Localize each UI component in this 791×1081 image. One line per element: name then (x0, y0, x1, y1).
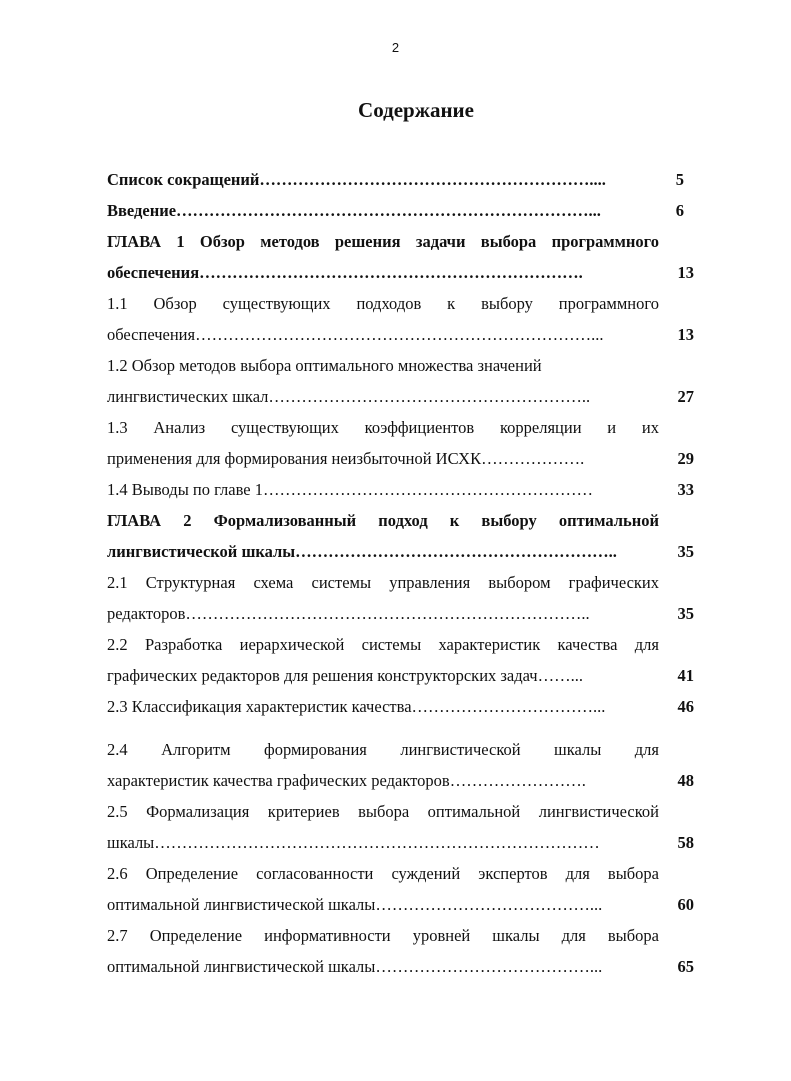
toc-page-number: 27 (677, 387, 694, 406)
toc-entry-1-2-cont: лингвистических шкал………………………………………………….. (107, 387, 591, 406)
toc-title: Содержание (358, 98, 474, 122)
toc-entry-2-7-cont: оптимальной лингвистической шкалы…………………………………... (107, 957, 603, 976)
toc-entry-chapter-1-cont: обеспечения……………………………………………………………. (107, 263, 583, 282)
toc-page-number: 5 (675, 170, 684, 189)
toc-entry-1-1: 1.1 Обзор существующих подходов к выбору программного (107, 294, 659, 313)
toc-page-number: 41 (677, 666, 694, 685)
toc-entry-chapter-2-cont: лингвистической шкалы………………………………………………….. (107, 542, 617, 561)
toc-entry-2-6: 2.6 Определение согласованности суждений экспертов для выбора (107, 864, 659, 883)
toc-entry-2-1-cont: редакторов……………………………………………………………….. (107, 604, 590, 623)
toc-entry-1-1-cont: обеспечения………………………………………………………………... (107, 325, 604, 344)
toc-page-number: 29 (677, 449, 694, 468)
toc-entry-2-4: 2.4 Алгоритм формирования лингвистической шкалы для (107, 740, 659, 759)
toc-entry-2-3: 2.3 Классификация характеристик качества……………………………... (107, 697, 606, 716)
toc-page-number: 48 (677, 771, 694, 790)
toc-page-number: 33 (677, 480, 694, 499)
toc-page-number: 65 (677, 957, 694, 976)
toc-entry-list-of-abbreviations: Список сокращений…………………………………………………….... (107, 170, 606, 189)
toc-entry-1-2: 1.2 Обзор методов выбора оптимального множества значений (107, 356, 542, 375)
toc-entry-1-3: 1.3 Анализ существующих коэффициентов корреляции и их (107, 418, 659, 437)
toc-entry-2-5-cont: шкалы……………………………………………………………………… (107, 833, 600, 852)
toc-page-number: 13 (677, 263, 694, 282)
toc-page-number: 6 (675, 201, 684, 220)
toc-entry-2-2: 2.2 Разработка иерархической системы характеристик качества для (107, 635, 659, 654)
toc-page-number: 35 (677, 542, 694, 561)
toc-entry-1-4: 1.4 Выводы по главе 1…………………………………………………… (107, 480, 593, 499)
toc-page-number: 35 (677, 604, 694, 623)
toc-page-number: 60 (677, 895, 694, 914)
toc-entry-2-2-cont: графических редакторов для решения конструкторских задач……... (107, 666, 583, 685)
toc-entry-chapter-1: ГЛАВА 1 Обзор методов решения задачи выбора программного (107, 232, 659, 251)
toc-entry-introduction: Введение…………………………………………………………………... (107, 201, 601, 220)
toc-entry-2-5: 2.5 Формализация критериев выбора оптимальной лингвистической (107, 802, 659, 821)
page-number: 2 (391, 40, 400, 55)
toc-entry-chapter-2: ГЛАВА 2 Формализованный подход к выбору оптимальной (107, 511, 659, 530)
toc-entry-2-1: 2.1 Структурная схема системы управления выбором графических (107, 573, 659, 592)
toc-page-number: 13 (677, 325, 694, 344)
toc-page-number: 46 (677, 697, 694, 716)
toc-page-number: 58 (677, 833, 694, 852)
toc-entry-2-7: 2.7 Определение информативности уровней шкалы для выбора (107, 926, 659, 945)
toc-entry-1-3-cont: применения для формирования неизбыточной ИСХК………………. (107, 449, 585, 468)
toc-entry-2-6-cont: оптимальной лингвистической шкалы…………………………………... (107, 895, 603, 914)
toc-entry-2-4-cont: характеристик качества графических редакторов……………………. (107, 771, 586, 790)
